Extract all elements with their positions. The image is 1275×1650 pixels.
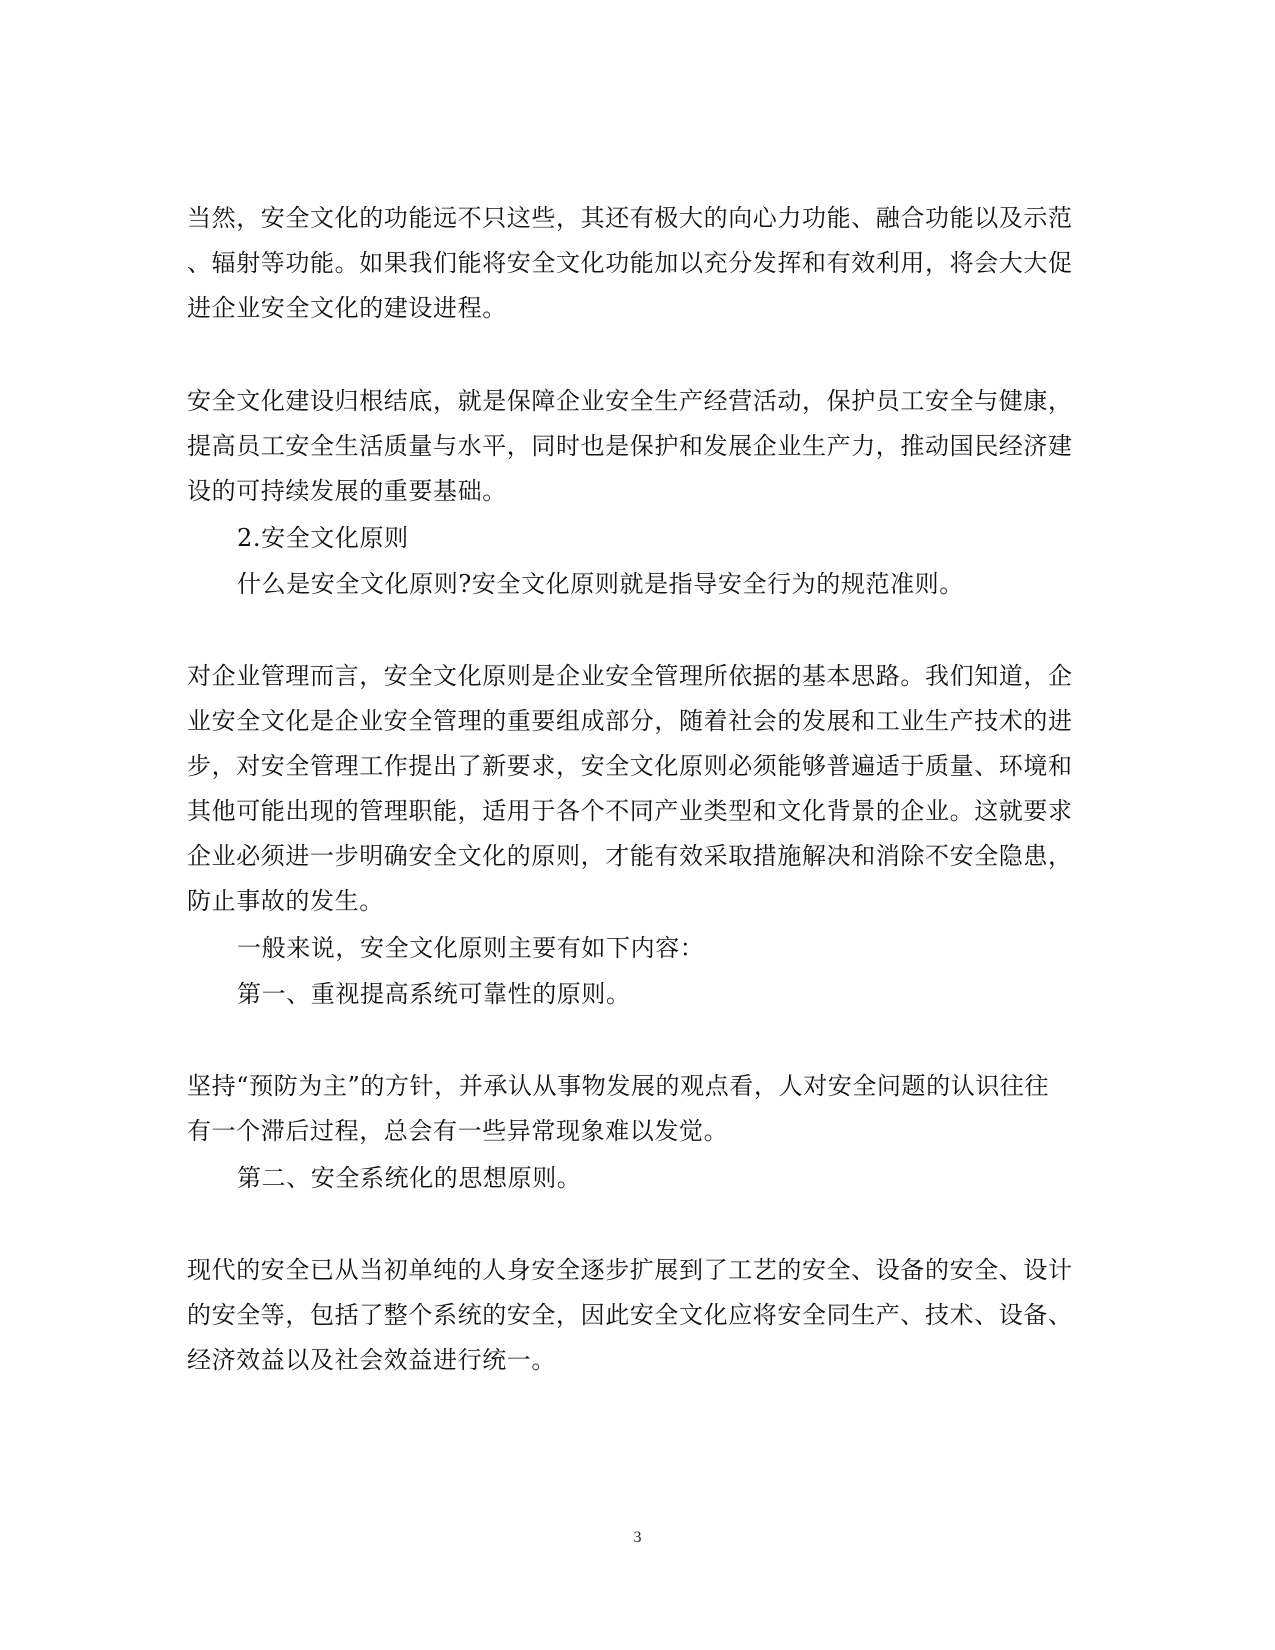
text-line: 当然，安全文化的功能远不只这些，其还有极大的向心力功能、融合功能以及示范 <box>187 204 1073 232</box>
text-line: 安全文化建设归根结底，就是保障企业安全生产经营活动，保护员工安全与健康， <box>187 387 1073 415</box>
text-line: 什么是安全文化原则?安全文化原则就是指导安全行为的规范准则。 <box>237 570 964 598</box>
text-line: 一般来说，安全文化原则主要有如下内容： <box>237 934 705 962</box>
heading-text: 2.安全文化原则 <box>237 524 409 552</box>
text-line: 设的可持续发展的重要基础。 <box>187 477 507 505</box>
text-line: 坚持“预防为主”的方针，并承认从事物发展的观点看，人对安全问题的认识往往 <box>187 1072 1050 1100</box>
text-line: 其他可能出现的管理职能，适用于各个不同产业类型和文化背景的企业。这就要求 <box>187 797 1073 825</box>
text-line: 进企业安全文化的建设进程。 <box>187 294 507 322</box>
text-line: 有一个滞后过程，总会有一些异常现象难以发觉。 <box>187 1117 729 1145</box>
text-line: 业安全文化是企业安全管理的重要组成部分，随着社会的发展和工业生产技术的进 <box>187 707 1073 735</box>
page-number: 3 <box>633 1529 642 1546</box>
text-line: 第一、重视提高系统可靠性的原则。 <box>237 980 631 1008</box>
text-line: 的安全等，包括了整个系统的安全，因此安全文化应将安全同生产、技术、设备、 <box>187 1301 1073 1329</box>
text-line: 步，对安全管理工作提出了新要求，安全文化原则必须能够普遍适于质量、环境和 <box>187 752 1073 780</box>
text-line: 第二、安全系统化的思想原则。 <box>237 1164 582 1192</box>
text-line: 、辐射等功能。如果我们能将安全文化功能加以充分发挥和有效利用，将会大大促 <box>187 249 1073 277</box>
text-line: 企业必须进一步明确安全文化的原则，才能有效采取措施解决和消除不安全隐患， <box>187 842 1073 870</box>
text-line: 对企业管理而言，安全文化原则是企业安全管理所依据的基本思路。我们知道，企 <box>187 662 1073 690</box>
text-line: 防止事故的发生。 <box>187 887 384 915</box>
text-line: 现代的安全已从当初单纯的人身安全逐步扩展到了工艺的安全、设备的安全、设计 <box>187 1256 1073 1284</box>
text-line: 提高员工安全生活质量与水平，同时也是保护和发展企业生产力，推动国民经济建 <box>187 432 1073 460</box>
text-line: 经济效益以及社会效益进行统一。 <box>187 1346 556 1374</box>
